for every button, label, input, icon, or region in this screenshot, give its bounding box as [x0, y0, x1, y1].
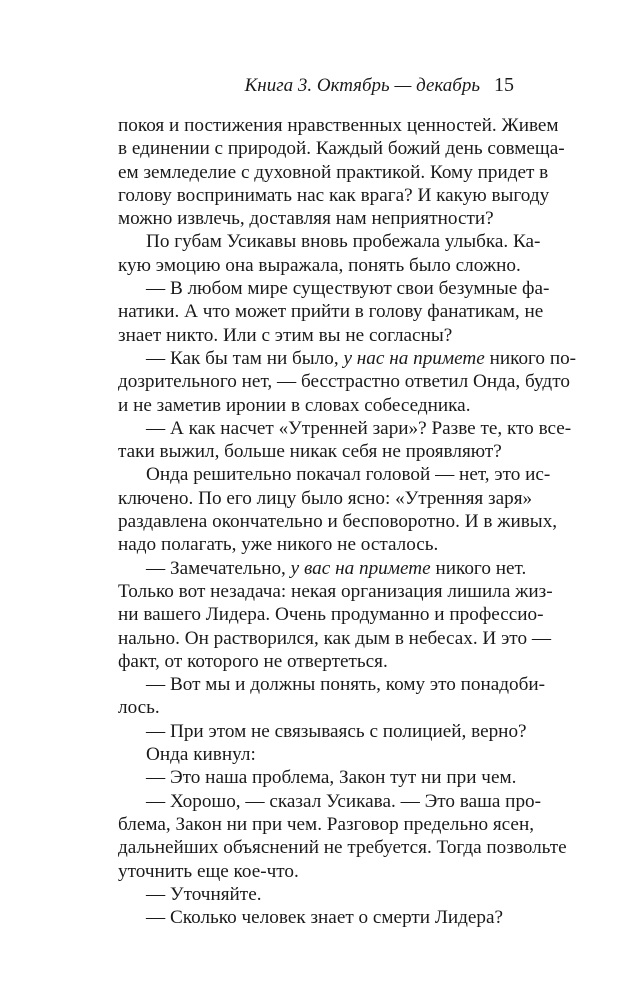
text-line: покоя и постижения нравственных ценностей. Живем [118, 115, 559, 136]
text-line: — Хорошо, — сказал Усикава. — Это ваша про- [146, 790, 542, 812]
text-line: — В любом мире существуют свои безумные фа- [146, 278, 550, 300]
text-segment: — Как бы там ни было, [146, 347, 344, 369]
text-line: ключено. По его лицу было ясно: «Утренняя заря» [118, 487, 533, 509]
text-line: в единении с природой. Каждый божий день совмеща- [118, 138, 565, 160]
running-header [245, 74, 514, 97]
running-title: Книга 3. Октябрь — декабрь [244, 75, 480, 96]
text-line: Только вот незадача: некая организация лишила жиз- [118, 580, 553, 602]
text-line: Онда кивнул: [146, 744, 256, 766]
text-line: — Это наша проблема, Закон тут ни при чем. [146, 767, 517, 789]
text-line: уточнить еще кое-что. [118, 860, 299, 882]
text-line: нально. Он растворился, как дым в небесах. И это — [118, 627, 552, 649]
text-line: — Вот мы и должны понять, кому это понадоби- [146, 674, 546, 696]
italic-phrase: у нас на примете [343, 347, 485, 369]
text-line: и не заметив иронии в словах собеседника. [118, 394, 471, 416]
text-line: раздавлена окончательно и бесповоротно. И в живых, [118, 511, 558, 533]
text-line: кую эмоцию она выражала, понять было сложно. [118, 254, 521, 276]
text-line: лось. [118, 697, 160, 719]
text-segment: — Замечательно, [146, 557, 291, 579]
text-line [118, 347, 577, 370]
text-line [118, 557, 527, 580]
text-line: — Уточняйте. [146, 883, 262, 905]
text-line: блема, Закон ни при чем. Разговор предельно ясен, [118, 813, 535, 835]
page-number: 15 [494, 74, 514, 96]
body-text [118, 114, 577, 929]
text-line: ни вашего Лидера. Очень продуманно и профессио- [118, 604, 544, 626]
text-line: знает никто. Или с этим вы не согласны? [118, 324, 453, 346]
italic-phrase: у вас на примете [290, 557, 431, 579]
text-line: таки выжил, больше никак себя не проявляют? [118, 441, 502, 463]
text-segment: никого по- [484, 347, 577, 369]
text-line: голову воспринимать нас как врага? И какую выгоду [118, 184, 550, 206]
text-line: — Сколько человек знает о смерти Лидера? [146, 907, 504, 929]
text-line: — А как насчет «Утренней зари»? Разве те, кто все- [146, 417, 572, 439]
text-line: — При этом не связываясь с полицией, верно? [146, 720, 527, 742]
text-line: Онда решительно покачал головой — нет, это ис- [146, 464, 551, 486]
text-line: натики. А что может прийти в голову фанатикам, не [118, 301, 544, 323]
text-segment: никого нет. [430, 557, 527, 579]
text-line: ем земледелие с духовной практикой. Кому придет в [118, 161, 549, 183]
text-line: надо полагать, уже никого не осталось. [118, 534, 439, 556]
text-line: По губам Усикавы вновь пробежала улыбка. Ка- [146, 231, 541, 253]
text-line: можно извлечь, доставляя нам неприятности? [118, 208, 494, 230]
text-line: факт, от которого не отвертеться. [118, 650, 388, 672]
text-line: дальнейших объяснений не требуется. Тогда позвольте [118, 837, 567, 859]
text-line: дозрительного нет, — бесстрастно ответил Онда, будто [118, 371, 570, 393]
